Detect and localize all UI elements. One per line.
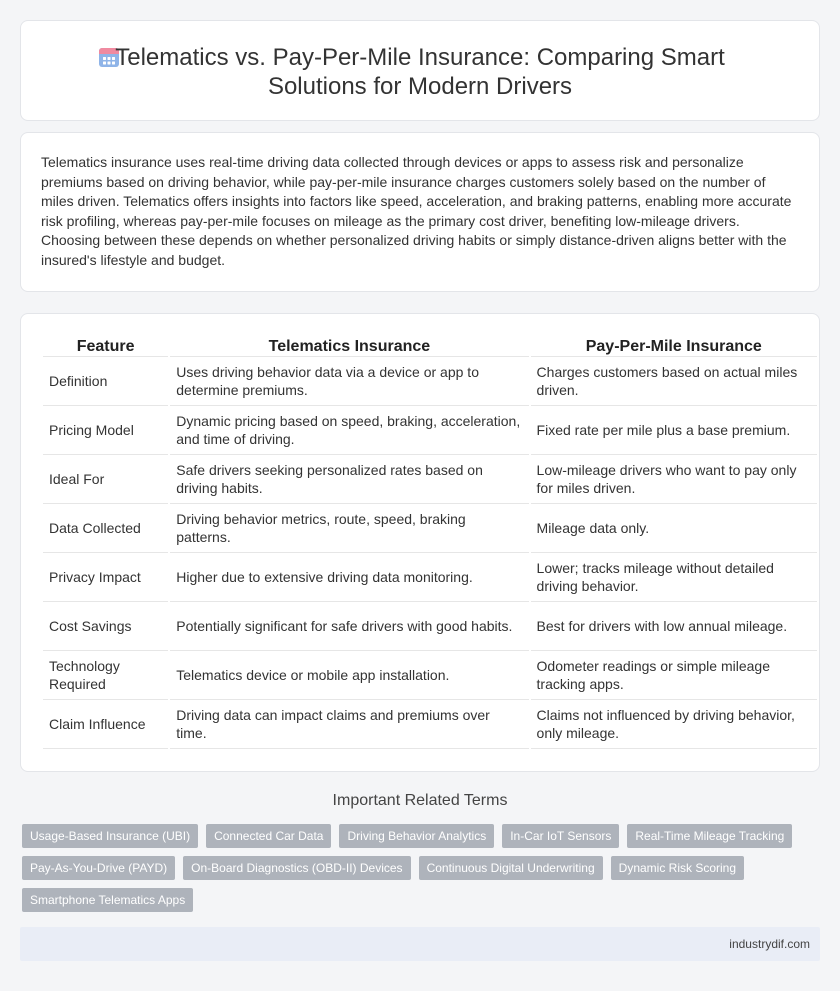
intro-card xyxy=(20,132,820,292)
table-row xyxy=(43,504,817,553)
related-term-tag[interactable]: Connected Car Data xyxy=(206,824,331,848)
related-terms-list xyxy=(22,824,802,912)
pay-per-mile-cell: Odometer readings or simple mileage tracking apps. xyxy=(531,651,817,700)
telematics-cell: Potentially significant for safe drivers with good habits. xyxy=(170,602,528,651)
footer-site-link[interactable]: industrydif.com xyxy=(729,937,810,951)
table-row xyxy=(43,406,817,455)
pay-per-mile-cell: Mileage data only. xyxy=(531,504,817,553)
header-feature: Feature xyxy=(43,334,168,357)
pay-per-mile-cell: Best for drivers with low annual mileage. xyxy=(531,602,817,651)
header-telematics: Telematics Insurance xyxy=(170,334,528,357)
comparison-table xyxy=(41,334,819,749)
related-term-tag[interactable]: In-Car IoT Sensors xyxy=(502,824,619,848)
table-row xyxy=(43,553,817,602)
table-row xyxy=(43,602,817,651)
pay-per-mile-cell: Lower; tracks mileage without detailed driving behavior. xyxy=(531,553,817,602)
related-term-tag[interactable]: Dynamic Risk Scoring xyxy=(611,856,744,880)
related-term-tag[interactable]: Continuous Digital Underwriting xyxy=(419,856,603,880)
table-row xyxy=(43,700,817,749)
telematics-cell: Safe drivers seeking personalized rates based on driving habits. xyxy=(170,455,528,504)
telematics-cell: Dynamic pricing based on speed, braking, acceleration, and time of driving. xyxy=(170,406,528,455)
telematics-cell: Uses driving behavior data via a device or app to determine premiums. xyxy=(170,357,528,406)
comparison-table-card xyxy=(20,313,820,772)
related-terms-heading: Important Related Terms xyxy=(332,792,508,809)
feature-cell: Ideal For xyxy=(43,455,168,504)
telematics-cell: Telematics device or mobile app installation. xyxy=(170,651,528,700)
feature-cell: Technology Required xyxy=(43,651,168,700)
header-card xyxy=(20,20,820,121)
pay-per-mile-cell: Charges customers based on actual miles driven. xyxy=(531,357,817,406)
feature-cell: Cost Savings xyxy=(43,602,168,651)
page-title: Telematics vs. Pay-Per-Mile Insurance: Comparing Smart Solutions for Modern Drivers xyxy=(115,44,725,100)
feature-cell: Pricing Model xyxy=(43,406,168,455)
related-term-tag[interactable]: Usage-Based Insurance (UBI) xyxy=(22,824,198,848)
telematics-cell: Driving data can impact claims and premiums over time. xyxy=(170,700,528,749)
related-term-tag[interactable]: On-Board Diagnostics (OBD-II) Devices xyxy=(183,856,410,880)
feature-cell: Privacy Impact xyxy=(43,553,168,602)
intro-paragraph: Telematics insurance uses real-time driving data collected through devices or apps to assess risk and personalize premiums based on driving behavior, while pay-per-mile insurance charges customers solely based on the number of miles driven. Telematics offers insights into factors like speed, acceleration, and braking patterns, enabling more accurate risk profiling, whereas pay-per-mile focuses on mileage as the primary cost driver, benefiting low-mileage drivers. Choosing between these depends on whether personalized driving habits or simply distance-driven aligns better with the insured's lifestyle and budget. xyxy=(41,154,792,268)
footer-bar xyxy=(20,927,820,961)
feature-cell: Claim Influence xyxy=(43,700,168,749)
table-header-row xyxy=(43,334,817,357)
pay-per-mile-cell: Claims not influenced by driving behavior, only mileage. xyxy=(531,700,817,749)
feature-cell: Data Collected xyxy=(43,504,168,553)
related-term-tag[interactable]: Real-Time Mileage Tracking xyxy=(627,824,792,848)
telematics-cell: Driving behavior metrics, route, speed, braking patterns. xyxy=(170,504,528,553)
table-row xyxy=(43,651,817,700)
pay-per-mile-cell: Fixed rate per mile plus a base premium. xyxy=(531,406,817,455)
pay-per-mile-cell: Low-mileage drivers who want to pay only for miles driven. xyxy=(531,455,817,504)
related-term-tag[interactable]: Driving Behavior Analytics xyxy=(339,824,494,848)
table-row xyxy=(43,455,817,504)
telematics-cell: Higher due to extensive driving data monitoring. xyxy=(170,553,528,602)
header-pay-per-mile: Pay-Per-Mile Insurance xyxy=(531,334,817,357)
table-row xyxy=(43,357,817,406)
related-term-tag[interactable]: Smartphone Telematics Apps xyxy=(22,888,193,912)
related-term-tag[interactable]: Pay-As-You-Drive (PAYD) xyxy=(22,856,175,880)
feature-cell: Definition xyxy=(43,357,168,406)
